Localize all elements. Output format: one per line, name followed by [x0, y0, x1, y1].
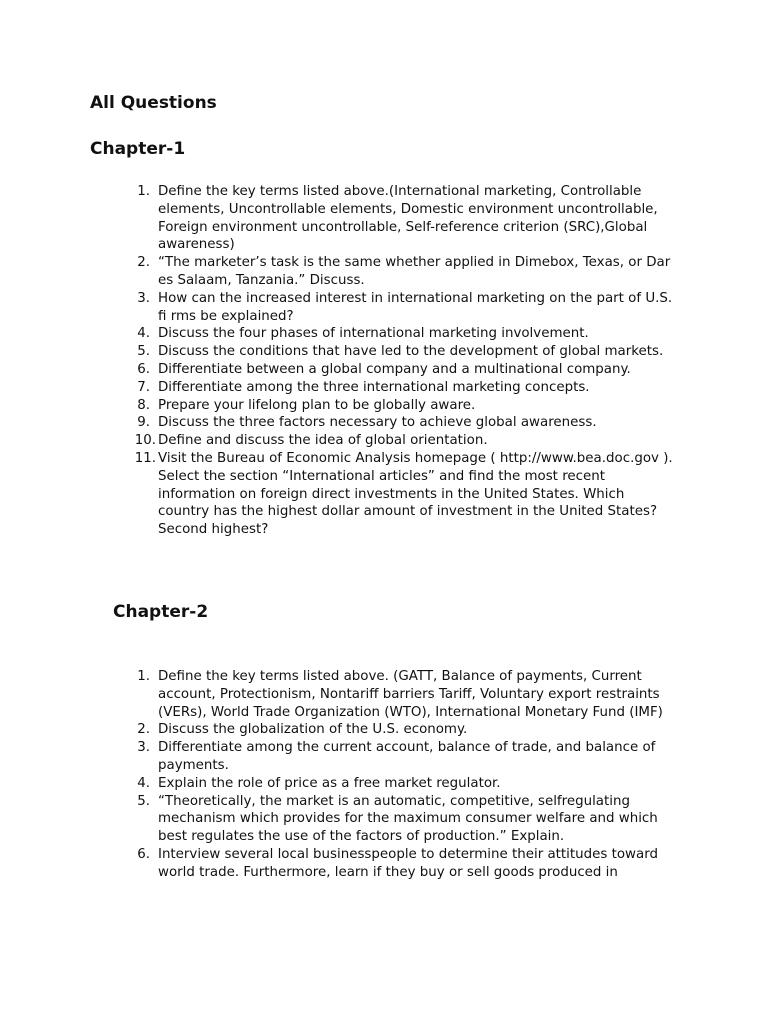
question-number: 2. — [137, 722, 150, 738]
question-number: 3. — [137, 290, 150, 306]
question-number: 5. — [137, 793, 150, 809]
question-item — [0, 721, 678, 739]
question-number: 8. — [137, 397, 150, 413]
question-number: 7. — [137, 379, 150, 395]
question-item — [0, 739, 678, 775]
question-item — [0, 846, 678, 882]
question-text: Discuss the globalization of the U.S. economy. — [158, 722, 468, 738]
chapter-2-heading: Chapter-2 — [113, 602, 209, 622]
question-text: Differentiate among the current account, balance of trade, and balance of payments. — [158, 740, 656, 773]
question-number: 2. — [137, 255, 150, 271]
question-item — [0, 343, 678, 361]
question-item — [0, 450, 678, 539]
question-number: 4. — [137, 775, 150, 791]
question-item — [0, 290, 678, 326]
question-text: Differentiate between a global company and a multinational company. — [158, 361, 631, 377]
document-title: All Questions — [90, 93, 217, 113]
question-number: 6. — [137, 846, 150, 862]
question-item — [0, 397, 678, 415]
question-item — [0, 414, 678, 432]
question-text: “The marketer’s task is the same whether applied in Dimebox, Texas, or Dar es Salaam, Tanzania.” Discuss. — [158, 255, 671, 288]
question-number: 5. — [137, 344, 150, 360]
question-text: Discuss the three factors necessary to achieve global awareness. — [158, 415, 597, 431]
question-item — [0, 361, 678, 379]
question-text: Prepare your lifelong plan to be globally aware. — [158, 397, 476, 413]
question-text: Interview several local businesspeople to determine their attitudes toward world trade. Furthermore, learn if they buy or sell goods produced in — [158, 846, 658, 880]
question-item — [0, 668, 678, 721]
question-text: Explain the role of price as a free market regulator. — [158, 775, 501, 791]
question-text: Define and discuss the idea of global orientation. — [158, 433, 488, 449]
question-number: 1. — [137, 184, 150, 199]
question-number: 4. — [137, 326, 150, 342]
chapter-1-heading: Chapter-1 — [90, 139, 186, 159]
question-item — [0, 379, 678, 397]
question-number: 3. — [137, 740, 150, 756]
question-text: Define the key terms listed above. (GATT, Balance of payments, Current account, Protectionism, Nontariff barriers Tariff, Voluntary export restraints (VERs), World Trade Organization (WTO), International Monetary Fund (IMF) — [158, 669, 663, 720]
question-text: How can the increased interest in international marketing on the part of U.S. fi rms be explained? — [158, 290, 673, 324]
question-text: Visit the Bureau of Economic Analysis homepage ( http://www.bea.doc.gov ). Select the section “International articles” and find the most recent information on foreign direct investments in the United States. Which country has the highest dollar amount of investment in the United States? Second highest? — [158, 450, 673, 538]
question-text: “Theoretically, the market is an automatic, competitive, selfregulating mechanism which provides for the maximum consumer welfare and which best regulates the use of the factors of production.” Explain. — [158, 793, 658, 845]
chapter-2-question-list — [0, 668, 768, 882]
question-item — [0, 183, 678, 254]
question-item — [0, 325, 678, 343]
question-number: 9. — [137, 415, 150, 431]
question-item — [0, 775, 678, 793]
question-text: Define the key terms listed above.(International marketing, Controllable elements, Uncontrollable elements, Domestic environment uncontrollable, Foreign environment uncontrollable, Self-reference criterion (SRC),Global awareness) — [158, 184, 658, 253]
question-text: Discuss the four phases of international marketing involvement. — [158, 326, 589, 342]
question-item — [0, 793, 678, 846]
question-text: Discuss the conditions that have led to the development of global markets. — [158, 344, 664, 360]
question-number: 1. — [137, 669, 150, 684]
question-number: 11. — [134, 450, 156, 466]
question-text: Differentiate among the three international marketing concepts. — [158, 379, 590, 395]
question-number: 6. — [137, 361, 150, 377]
question-number: 10. — [134, 433, 156, 449]
question-item — [0, 254, 678, 290]
question-item — [0, 432, 678, 450]
chapter-1-question-list — [0, 183, 768, 539]
